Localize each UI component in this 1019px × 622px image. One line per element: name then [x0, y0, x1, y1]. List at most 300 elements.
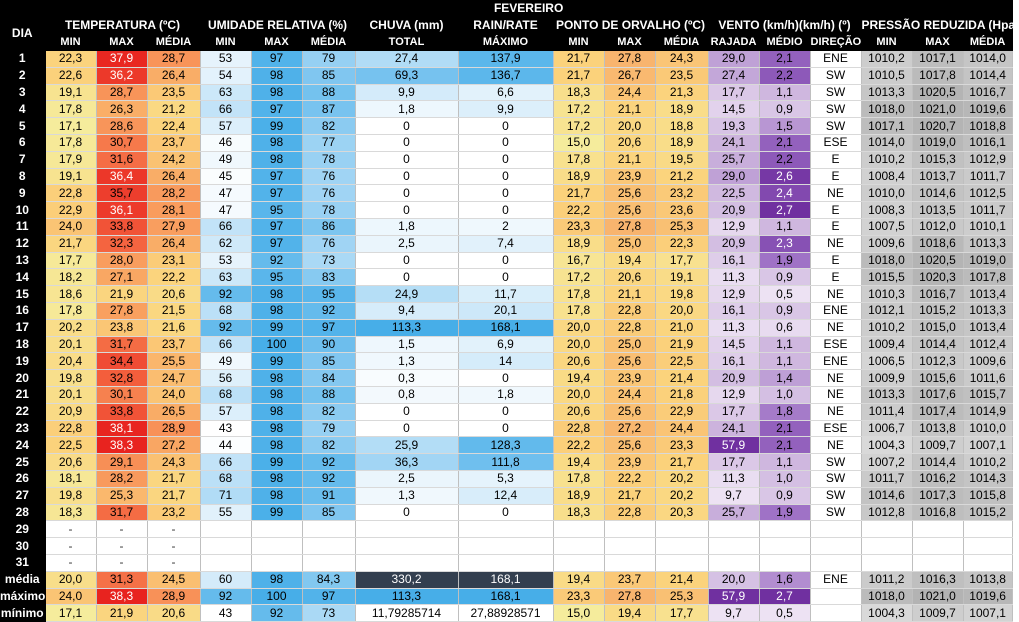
cell-davg: 19,5	[655, 151, 708, 168]
cell-havg: 90	[302, 336, 355, 353]
table-row	[0, 403, 1012, 420]
cell-hmax: 97	[251, 51, 302, 68]
summary-label: média	[0, 571, 45, 588]
cell-tavg: 28,7	[147, 51, 200, 68]
summary-cell-wavg: 1,6	[759, 571, 810, 588]
cell-rate: 0	[458, 252, 553, 269]
cell-dmin: 20,6	[553, 403, 604, 420]
cell-tavg: 27,2	[147, 437, 200, 454]
cell-rate: 111,8	[458, 454, 553, 471]
cell-tavg: 23,2	[147, 504, 200, 521]
cell-tavg: 24,3	[147, 454, 200, 471]
cell-tavg: 23,1	[147, 252, 200, 269]
cell-tmax: 28,0	[96, 252, 147, 269]
cell-dmax: 22,8	[604, 319, 655, 336]
cell-tmin: -	[45, 521, 96, 538]
cell-gust: 11,3	[708, 470, 759, 487]
cell-tmin: 20,4	[45, 353, 96, 370]
cell-pavg	[963, 554, 1012, 571]
cell-tmax: -	[96, 538, 147, 555]
cell-rate: 0	[458, 134, 553, 151]
cell-rain: 27,4	[355, 51, 458, 68]
cell-pavg: 1011,6	[963, 370, 1012, 387]
cell-gust: 16,1	[708, 252, 759, 269]
table-summary	[0, 571, 1012, 621]
cell-tmin: 22,8	[45, 185, 96, 202]
day-header: DIA	[0, 17, 45, 51]
cell-tavg: 23,5	[147, 84, 200, 101]
cell-wdir: ESE	[810, 336, 861, 353]
cell-pavg: 1013,3	[963, 302, 1012, 319]
col-header-hmax: MAX	[251, 35, 302, 51]
cell-havg: 88	[302, 84, 355, 101]
cell-tmax: 29,1	[96, 454, 147, 471]
summary-cell-wdir: ENE	[810, 571, 861, 588]
cell-wdir: SW	[810, 118, 861, 135]
cell-pmax: 1017,8	[912, 67, 963, 84]
cell-tmax: 33,8	[96, 218, 147, 235]
day-number: 8	[0, 168, 45, 185]
cell-pmax	[912, 521, 963, 538]
day-number: 3	[0, 84, 45, 101]
summary-cell-hmin: 43	[200, 605, 251, 622]
cell-pmin	[861, 538, 912, 555]
cell-wdir: E	[810, 151, 861, 168]
cell-tmax: -	[96, 521, 147, 538]
cell-davg: 23,3	[655, 437, 708, 454]
cell-gust: 12,9	[708, 286, 759, 303]
cell-wavg: 2,1	[759, 420, 810, 437]
summary-cell-gust: 9,7	[708, 605, 759, 622]
group-header-temperature: TEMPERATURA (ºC)	[45, 17, 200, 35]
cell-rate: 0	[458, 202, 553, 219]
table-row	[0, 67, 1012, 84]
table-row	[0, 336, 1012, 353]
table-row	[0, 454, 1012, 471]
cell-wavg: 1,4	[759, 370, 810, 387]
cell-gust: 16,1	[708, 353, 759, 370]
cell-pmin: 1011,7	[861, 470, 912, 487]
table-row	[0, 319, 1012, 336]
cell-davg: 24,3	[655, 51, 708, 68]
cell-rain: 0	[355, 134, 458, 151]
cell-havg: 92	[302, 470, 355, 487]
cell-wavg: 0,9	[759, 302, 810, 319]
cell-hmax: 97	[251, 101, 302, 118]
table-row	[0, 554, 1012, 571]
summary-cell-wdir	[810, 605, 861, 622]
summary-row	[0, 571, 1012, 588]
cell-hmax: 98	[251, 302, 302, 319]
col-header-rain: TOTAL	[355, 35, 458, 51]
cell-rate: 128,3	[458, 437, 553, 454]
cell-tmax: 28,6	[96, 118, 147, 135]
cell-tavg: 25,5	[147, 353, 200, 370]
cell-hmax: 98	[251, 386, 302, 403]
cell-davg: 18,9	[655, 101, 708, 118]
day-number: 16	[0, 302, 45, 319]
cell-rain: 1,8	[355, 218, 458, 235]
cell-gust: 57,9	[708, 437, 759, 454]
cell-hmin: 92	[200, 286, 251, 303]
cell-davg: 23,6	[655, 202, 708, 219]
cell-tmin: 22,3	[45, 51, 96, 68]
cell-dmax: 22,2	[604, 470, 655, 487]
cell-tmax: 26,3	[96, 101, 147, 118]
cell-havg	[302, 538, 355, 555]
cell-wavg: 2,3	[759, 235, 810, 252]
cell-rate: 0	[458, 403, 553, 420]
cell-tmin: 17,8	[45, 101, 96, 118]
cell-dmin: 18,3	[553, 84, 604, 101]
group-header-dew-point: PONTO DE ORVALHO (ºC)	[553, 17, 708, 35]
cell-pmax: 1019,0	[912, 134, 963, 151]
cell-dmax: 25,0	[604, 336, 655, 353]
cell-wavg: 2,1	[759, 134, 810, 151]
cell-davg: 21,2	[655, 168, 708, 185]
cell-tavg: 24,0	[147, 386, 200, 403]
cell-pavg: 1010,2	[963, 454, 1012, 471]
table-row	[0, 286, 1012, 303]
cell-havg: 79	[302, 420, 355, 437]
cell-wavg	[759, 521, 810, 538]
table-row	[0, 101, 1012, 118]
cell-davg: 23,2	[655, 185, 708, 202]
cell-tavg: 21,7	[147, 470, 200, 487]
cell-gust: 14,5	[708, 336, 759, 353]
day-number: 24	[0, 437, 45, 454]
cell-havg: 82	[302, 403, 355, 420]
summary-cell-rain: 11,79285714	[355, 605, 458, 622]
cell-pmax: 1020,5	[912, 84, 963, 101]
month-title: FEVEREIRO	[45, 0, 1012, 17]
cell-rate: 0	[458, 370, 553, 387]
cell-dmax: 27,8	[604, 51, 655, 68]
cell-havg: 83	[302, 269, 355, 286]
cell-tmin: 17,1	[45, 118, 96, 135]
cell-wdir: E	[810, 218, 861, 235]
cell-tavg: -	[147, 554, 200, 571]
cell-dmin: 17,8	[553, 302, 604, 319]
cell-wavg: 2,6	[759, 168, 810, 185]
group-header-rain-rate: RAIN/RATE	[458, 17, 553, 35]
cell-tavg: 28,1	[147, 202, 200, 219]
col-header-tmin: MIN	[45, 35, 96, 51]
cell-rain: 0	[355, 202, 458, 219]
cell-hmin: 68	[200, 470, 251, 487]
cell-pavg: 1010,1	[963, 218, 1012, 235]
cell-tavg: 26,4	[147, 67, 200, 84]
cell-tmax: 27,1	[96, 269, 147, 286]
cell-dmin: 20,6	[553, 353, 604, 370]
cell-rain	[355, 554, 458, 571]
cell-rain: 1,5	[355, 336, 458, 353]
cell-dmin: 20,0	[553, 336, 604, 353]
cell-rain: 69,3	[355, 67, 458, 84]
col-header-pmax: MAX	[912, 35, 963, 51]
cell-havg: 76	[302, 235, 355, 252]
cell-dmax: 21,1	[604, 101, 655, 118]
cell-wavg: 0,9	[759, 101, 810, 118]
cell-davg: 22,5	[655, 353, 708, 370]
cell-tmin: 17,8	[45, 134, 96, 151]
cell-pmin: 1010,2	[861, 151, 912, 168]
cell-hmin: 45	[200, 168, 251, 185]
cell-tmin: 18,3	[45, 504, 96, 521]
cell-tmax: 30,7	[96, 134, 147, 151]
summary-cell-havg: 84,3	[302, 571, 355, 588]
cell-davg: 21,3	[655, 84, 708, 101]
cell-wdir: E	[810, 202, 861, 219]
cell-pavg: 1016,7	[963, 84, 1012, 101]
cell-wdir: NE	[810, 235, 861, 252]
summary-cell-pmin: 1018,0	[861, 588, 912, 605]
cell-davg	[655, 554, 708, 571]
summary-cell-havg: 73	[302, 605, 355, 622]
cell-tavg: 24,7	[147, 370, 200, 387]
cell-havg	[302, 554, 355, 571]
cell-pmax: 1012,3	[912, 353, 963, 370]
cell-dmin: 16,7	[553, 252, 604, 269]
summary-cell-rate: 27,88928571	[458, 605, 553, 622]
cell-pmin: 1013,3	[861, 84, 912, 101]
summary-cell-davg: 17,7	[655, 605, 708, 622]
summary-cell-rate: 168,1	[458, 588, 553, 605]
summary-cell-dmin: 19,4	[553, 571, 604, 588]
cell-hmax: 95	[251, 202, 302, 219]
cell-dmax: 27,2	[604, 420, 655, 437]
cell-gust: 12,9	[708, 386, 759, 403]
cell-rate: 0	[458, 504, 553, 521]
table-row	[0, 487, 1012, 504]
cell-pmax: 1021,0	[912, 101, 963, 118]
cell-rate: 6,9	[458, 336, 553, 353]
cell-havg: 92	[302, 302, 355, 319]
cell-tmax: 25,3	[96, 487, 147, 504]
cell-havg: 87	[302, 101, 355, 118]
summary-cell-rate: 168,1	[458, 571, 553, 588]
cell-hmax: 99	[251, 353, 302, 370]
cell-rate	[458, 538, 553, 555]
cell-tmin: 18,6	[45, 286, 96, 303]
cell-pmin: 1009,9	[861, 370, 912, 387]
cell-gust	[708, 538, 759, 555]
day-number: 9	[0, 185, 45, 202]
cell-tmax: 31,7	[96, 336, 147, 353]
cell-gust: 27,4	[708, 67, 759, 84]
summary-cell-tmin: 17,1	[45, 605, 96, 622]
cell-wdir: SW	[810, 84, 861, 101]
summary-cell-havg: 97	[302, 588, 355, 605]
cell-pavg: 1011,7	[963, 168, 1012, 185]
table-row	[0, 235, 1012, 252]
cell-pmin: 1017,1	[861, 118, 912, 135]
cell-dmin: 22,8	[553, 420, 604, 437]
cell-tmax: 21,9	[96, 286, 147, 303]
cell-pmin: 1010,0	[861, 185, 912, 202]
cell-dmin: 18,9	[553, 487, 604, 504]
cell-wdir: ENE	[810, 302, 861, 319]
cell-davg: 21,0	[655, 319, 708, 336]
cell-dmin: 19,4	[553, 370, 604, 387]
cell-tavg: 22,2	[147, 269, 200, 286]
cell-pmax: 1020,3	[912, 269, 963, 286]
cell-hmin: 43	[200, 420, 251, 437]
cell-tmin: 24,0	[45, 218, 96, 235]
cell-hmax: 99	[251, 118, 302, 135]
cell-tmin: 17,7	[45, 252, 96, 269]
summary-cell-pmax: 1016,3	[912, 571, 963, 588]
summary-label: máximo	[0, 588, 46, 603]
cell-tmax: 31,7	[96, 504, 147, 521]
table-row	[0, 302, 1012, 319]
summary-cell-tmin: 20,0	[45, 571, 96, 588]
cell-dmax: 22,8	[604, 302, 655, 319]
cell-rate: 6,6	[458, 84, 553, 101]
cell-rate: 7,4	[458, 235, 553, 252]
cell-pmax: 1014,4	[912, 336, 963, 353]
day-number: 5	[0, 118, 45, 135]
cell-rate: 11,7	[458, 286, 553, 303]
cell-hmin: 68	[200, 302, 251, 319]
summary-cell-rain: 330,2	[355, 571, 458, 588]
summary-cell-pavg: 1013,8	[963, 571, 1012, 588]
cell-rain: 1,8	[355, 101, 458, 118]
cell-pavg: 1013,4	[963, 286, 1012, 303]
summary-cell-dmax: 23,7	[604, 571, 655, 588]
table-row	[0, 202, 1012, 219]
cell-tavg: 24,2	[147, 151, 200, 168]
cell-gust: 20,9	[708, 235, 759, 252]
cell-hmin: 49	[200, 353, 251, 370]
cell-wdir: ESE	[810, 134, 861, 151]
day-number: 27	[0, 487, 45, 504]
cell-pmax: 1018,6	[912, 235, 963, 252]
cell-hmin: 53	[200, 51, 251, 68]
cell-hmax: 95	[251, 269, 302, 286]
cell-hmax: 98	[251, 286, 302, 303]
cell-rate	[458, 521, 553, 538]
cell-hmax: 99	[251, 319, 302, 336]
table-row	[0, 437, 1012, 454]
summary-cell-dmin: 15,0	[553, 605, 604, 622]
cell-dmin: 17,8	[553, 151, 604, 168]
cell-wdir: SW	[810, 470, 861, 487]
cell-rate: 137,9	[458, 51, 553, 68]
cell-rate: 9,9	[458, 101, 553, 118]
cell-dmin: 17,8	[553, 286, 604, 303]
cell-pmin: 1012,1	[861, 302, 912, 319]
cell-tmax: 27,8	[96, 302, 147, 319]
cell-pavg: 1010,0	[963, 420, 1012, 437]
table-row	[0, 538, 1012, 555]
cell-gust: 17,7	[708, 84, 759, 101]
cell-davg: 19,8	[655, 286, 708, 303]
cell-dmin: 17,2	[553, 101, 604, 118]
cell-tavg: 26,5	[147, 403, 200, 420]
cell-rain: 0	[355, 403, 458, 420]
day-number: 23	[0, 420, 45, 437]
summary-cell-dmax: 19,4	[604, 605, 655, 622]
cell-havg: 73	[302, 252, 355, 269]
cell-hmin: 57	[200, 403, 251, 420]
cell-davg: 21,4	[655, 370, 708, 387]
table-row	[0, 84, 1012, 101]
cell-pmin: 1010,5	[861, 67, 912, 84]
cell-dmax: 25,6	[604, 202, 655, 219]
cell-dmax: 26,7	[604, 67, 655, 84]
cell-pavg	[963, 538, 1012, 555]
cell-pmin: 1014,0	[861, 134, 912, 151]
cell-tavg: -	[147, 521, 200, 538]
day-number: 15	[0, 286, 45, 303]
cell-hmin: 68	[200, 386, 251, 403]
day-number: 1	[0, 51, 45, 68]
cell-rate: 0	[458, 168, 553, 185]
cell-hmin: 63	[200, 269, 251, 286]
cell-tmin: 22,8	[45, 420, 96, 437]
cell-tmin: 22,9	[45, 202, 96, 219]
cell-davg: 25,3	[655, 218, 708, 235]
cell-dmin: 22,2	[553, 437, 604, 454]
cell-wdir: SW	[810, 454, 861, 471]
cell-dmax: 25,0	[604, 235, 655, 252]
cell-tavg: 21,7	[147, 487, 200, 504]
cell-wavg: 2,7	[759, 202, 810, 219]
cell-pmin: 1009,6	[861, 235, 912, 252]
cell-rain: 0	[355, 118, 458, 135]
cell-davg: 19,1	[655, 269, 708, 286]
cell-wdir: SW	[810, 504, 861, 521]
cell-gust: 29,0	[708, 168, 759, 185]
cell-pavg: 1017,8	[963, 269, 1012, 286]
cell-havg: 78	[302, 202, 355, 219]
cell-dmax: 20,0	[604, 118, 655, 135]
cell-rain: 0,8	[355, 386, 458, 403]
cell-gust: 17,7	[708, 454, 759, 471]
cell-pmax: 1014,6	[912, 185, 963, 202]
cell-gust: 14,5	[708, 101, 759, 118]
cell-havg: 95	[302, 286, 355, 303]
cell-tavg: 23,7	[147, 134, 200, 151]
cell-tavg: 26,4	[147, 168, 200, 185]
cell-hmin: 53	[200, 252, 251, 269]
table-row	[0, 185, 1012, 202]
col-header-wdir: DIREÇÃO	[810, 35, 861, 51]
cell-rain: 24,9	[355, 286, 458, 303]
col-header-davg: MÉDIA	[655, 35, 708, 51]
cell-rain	[355, 538, 458, 555]
cell-havg: 85	[302, 67, 355, 84]
summary-cell-gust: 20,0	[708, 571, 759, 588]
cell-tmax: 32,8	[96, 370, 147, 387]
col-header-pmin: MIN	[861, 35, 912, 51]
cell-hmin: 66	[200, 454, 251, 471]
cell-pmin: 1011,4	[861, 403, 912, 420]
cell-tmax: 37,9	[96, 51, 147, 68]
cell-rate: 14	[458, 353, 553, 370]
cell-gust: 25,7	[708, 151, 759, 168]
cell-hmin	[200, 538, 251, 555]
cell-hmax: 92	[251, 252, 302, 269]
cell-pmin: 1015,5	[861, 269, 912, 286]
cell-hmin: 92	[200, 319, 251, 336]
cell-wdir: ESE	[810, 420, 861, 437]
summary-cell-davg: 25,3	[655, 588, 708, 605]
cell-tmax: 35,7	[96, 185, 147, 202]
cell-tmin: 17,9	[45, 151, 96, 168]
cell-gust: 25,7	[708, 504, 759, 521]
